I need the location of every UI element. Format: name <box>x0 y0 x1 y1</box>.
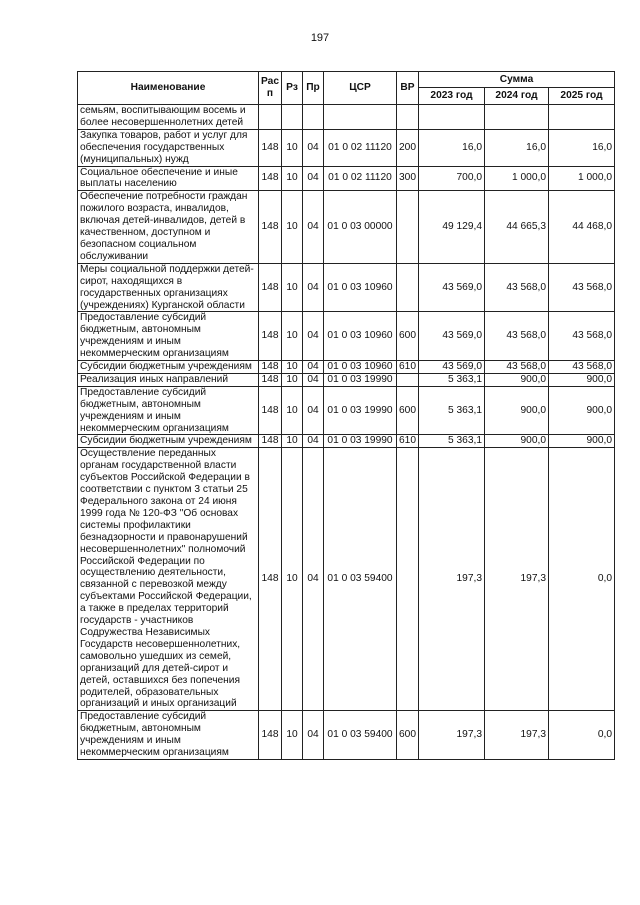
table-row <box>78 129 615 166</box>
row-vr: 600 <box>397 711 419 760</box>
row-amount-2024: 197,3 <box>485 448 549 711</box>
row-name: Предоставление субсидий бюджетным, автономным учреждениям и иным некоммерческим организациям <box>78 711 259 760</box>
row-rz: 10 <box>282 263 303 312</box>
row-amount-2025: 0,0 <box>549 711 615 760</box>
row-amount-2024: 900,0 <box>485 373 549 386</box>
header-pr: Пр <box>303 72 324 105</box>
row-ras: 148 <box>259 191 282 263</box>
row-amount-2025: 1 000,0 <box>549 166 615 191</box>
row-pr: 04 <box>303 373 324 386</box>
row-vr: 600 <box>397 312 419 361</box>
row-name: Предоставление субсидий бюджетным, автономным учреждениям и иным некоммерческим организациям <box>78 312 259 361</box>
row-csr: 01 0 03 19990 <box>324 435 397 448</box>
row-amount-2025: 43 568,0 <box>549 312 615 361</box>
row-name: Субсидии бюджетным учреждениям <box>78 435 259 448</box>
row-ras: 148 <box>259 129 282 166</box>
row-name: семьям, воспитывающим восемь и более несовершеннолетних детей <box>78 105 259 130</box>
row-amount-2024 <box>485 105 549 130</box>
row-pr: 04 <box>303 448 324 711</box>
table-row <box>78 105 615 130</box>
row-name: Предоставление субсидий бюджетным, автономным учреждениям и иным некоммерческим организациям <box>78 386 259 435</box>
row-ras: 148 <box>259 386 282 435</box>
row-amount-2023: 197,3 <box>419 711 485 760</box>
row-csr: 01 0 03 10960 <box>324 361 397 374</box>
table-row <box>78 448 615 711</box>
row-rz <box>282 105 303 130</box>
row-pr: 04 <box>303 386 324 435</box>
row-vr <box>397 373 419 386</box>
row-name: Осуществление переданных органам государственной власти субъектов Российской Федерации в соответствии с пунктом 3 статьи 25 Федерального закона от 24 июня 1999 года № 120-ФЗ "Об основах системы профилактики безнадзорности и правонарушений несовершеннолетних" полномочий Российской Федерации по осуществлению деятельности, связанной с перевозкой между субъектами Российской Федерации, а также в пределах территорий государств - участников Содружества Независимых Государств несовершеннолетних, самовольно ушедших из семей, организаций для детей-сирот и детей, оставшихся без попечения родителей, образовательных организаций и иных организаций <box>78 448 259 711</box>
row-pr: 04 <box>303 166 324 191</box>
row-ras: 148 <box>259 166 282 191</box>
header-year-2023: 2023 год <box>419 88 485 105</box>
row-pr: 04 <box>303 435 324 448</box>
row-amount-2024: 43 568,0 <box>485 263 549 312</box>
row-csr: 01 0 03 59400 <box>324 711 397 760</box>
row-name: Обеспечение потребности граждан пожилого возраста, инвалидов, включая детей-инвалидов, детей в качественном, доступном и безопасном социальном обслуживании <box>78 191 259 263</box>
row-rz: 10 <box>282 166 303 191</box>
table-row <box>78 386 615 435</box>
row-amount-2023: 700,0 <box>419 166 485 191</box>
row-amount-2025: 43 568,0 <box>549 361 615 374</box>
row-amount-2024: 1 000,0 <box>485 166 549 191</box>
row-amount-2024: 900,0 <box>485 386 549 435</box>
row-rz: 10 <box>282 386 303 435</box>
row-csr: 01 0 02 11120 <box>324 166 397 191</box>
row-name: Социальное обеспечение и иные выплаты населению <box>78 166 259 191</box>
row-vr: 610 <box>397 435 419 448</box>
row-amount-2023 <box>419 105 485 130</box>
row-amount-2023: 197,3 <box>419 448 485 711</box>
row-pr: 04 <box>303 263 324 312</box>
row-amount-2023: 49 129,4 <box>419 191 485 263</box>
row-ras: 148 <box>259 711 282 760</box>
row-amount-2025: 900,0 <box>549 373 615 386</box>
table-row <box>78 312 615 361</box>
row-amount-2024: 197,3 <box>485 711 549 760</box>
row-vr <box>397 105 419 130</box>
row-amount-2025: 900,0 <box>549 386 615 435</box>
row-amount-2023: 5 363,1 <box>419 386 485 435</box>
row-pr <box>303 105 324 130</box>
row-rz: 10 <box>282 361 303 374</box>
row-amount-2025: 44 468,0 <box>549 191 615 263</box>
row-pr: 04 <box>303 312 324 361</box>
row-ras: 148 <box>259 312 282 361</box>
row-csr: 01 0 03 00000 <box>324 191 397 263</box>
row-amount-2025 <box>549 105 615 130</box>
row-csr: 01 0 03 10960 <box>324 263 397 312</box>
row-csr: 01 0 03 59400 <box>324 448 397 711</box>
row-ras: 148 <box>259 435 282 448</box>
row-amount-2024: 44 665,3 <box>485 191 549 263</box>
row-amount-2024: 43 568,0 <box>485 312 549 361</box>
page-number: 197 <box>310 32 330 44</box>
row-name: Субсидии бюджетным учреждениям <box>78 361 259 374</box>
row-ras <box>259 105 282 130</box>
row-vr <box>397 448 419 711</box>
row-name: Меры социальной поддержки детей-сирот, находящихся в государственных организациях (учреждениях) Курганской области <box>78 263 259 312</box>
row-amount-2025: 0,0 <box>549 448 615 711</box>
row-csr <box>324 105 397 130</box>
row-amount-2025: 43 568,0 <box>549 263 615 312</box>
header-year-2025: 2025 год <box>549 88 615 105</box>
row-ras: 148 <box>259 448 282 711</box>
row-ras: 148 <box>259 263 282 312</box>
table-row <box>78 373 615 386</box>
row-ras: 148 <box>259 361 282 374</box>
header-csr: ЦСР <box>324 72 397 105</box>
row-csr: 01 0 03 19990 <box>324 373 397 386</box>
row-pr: 04 <box>303 129 324 166</box>
row-vr: 200 <box>397 129 419 166</box>
row-amount-2023: 43 569,0 <box>419 312 485 361</box>
header-rz: Рз <box>282 72 303 105</box>
row-rz: 10 <box>282 312 303 361</box>
table-row <box>78 263 615 312</box>
row-pr: 04 <box>303 191 324 263</box>
header-name: Наименование <box>78 72 259 105</box>
table-row <box>78 191 615 263</box>
table-header <box>78 72 615 105</box>
row-vr <box>397 263 419 312</box>
row-vr <box>397 191 419 263</box>
row-amount-2025: 900,0 <box>549 435 615 448</box>
row-amount-2023: 16,0 <box>419 129 485 166</box>
row-name: Реализация иных направлений <box>78 373 259 386</box>
budget-table <box>77 71 615 760</box>
row-amount-2023: 5 363,1 <box>419 435 485 448</box>
row-rz: 10 <box>282 711 303 760</box>
row-amount-2024: 16,0 <box>485 129 549 166</box>
row-csr: 01 0 03 19990 <box>324 386 397 435</box>
table-row <box>78 361 615 374</box>
row-amount-2023: 43 569,0 <box>419 263 485 312</box>
row-csr: 01 0 02 11120 <box>324 129 397 166</box>
table-body <box>78 105 615 760</box>
row-rz: 10 <box>282 129 303 166</box>
row-rz: 10 <box>282 448 303 711</box>
table-row <box>78 166 615 191</box>
header-year-2024: 2024 год <box>485 88 549 105</box>
table-row <box>78 711 615 760</box>
header-vr: ВР <box>397 72 419 105</box>
row-amount-2023: 5 363,1 <box>419 373 485 386</box>
row-rz: 10 <box>282 191 303 263</box>
row-ras: 148 <box>259 373 282 386</box>
row-name: Закупка товаров, работ и услуг для обеспечения государственных (муниципальных) нужд <box>78 129 259 166</box>
row-rz: 10 <box>282 435 303 448</box>
row-amount-2024: 900,0 <box>485 435 549 448</box>
row-rz: 10 <box>282 373 303 386</box>
table-row <box>78 435 615 448</box>
row-vr: 600 <box>397 386 419 435</box>
row-pr: 04 <box>303 361 324 374</box>
row-csr: 01 0 03 10960 <box>324 312 397 361</box>
row-vr: 610 <box>397 361 419 374</box>
header-ras: Рас п <box>259 72 282 105</box>
row-pr: 04 <box>303 711 324 760</box>
row-amount-2025: 16,0 <box>549 129 615 166</box>
row-amount-2023: 43 569,0 <box>419 361 485 374</box>
header-sum: Сумма <box>419 72 615 88</box>
row-vr: 300 <box>397 166 419 191</box>
row-amount-2024: 43 568,0 <box>485 361 549 374</box>
